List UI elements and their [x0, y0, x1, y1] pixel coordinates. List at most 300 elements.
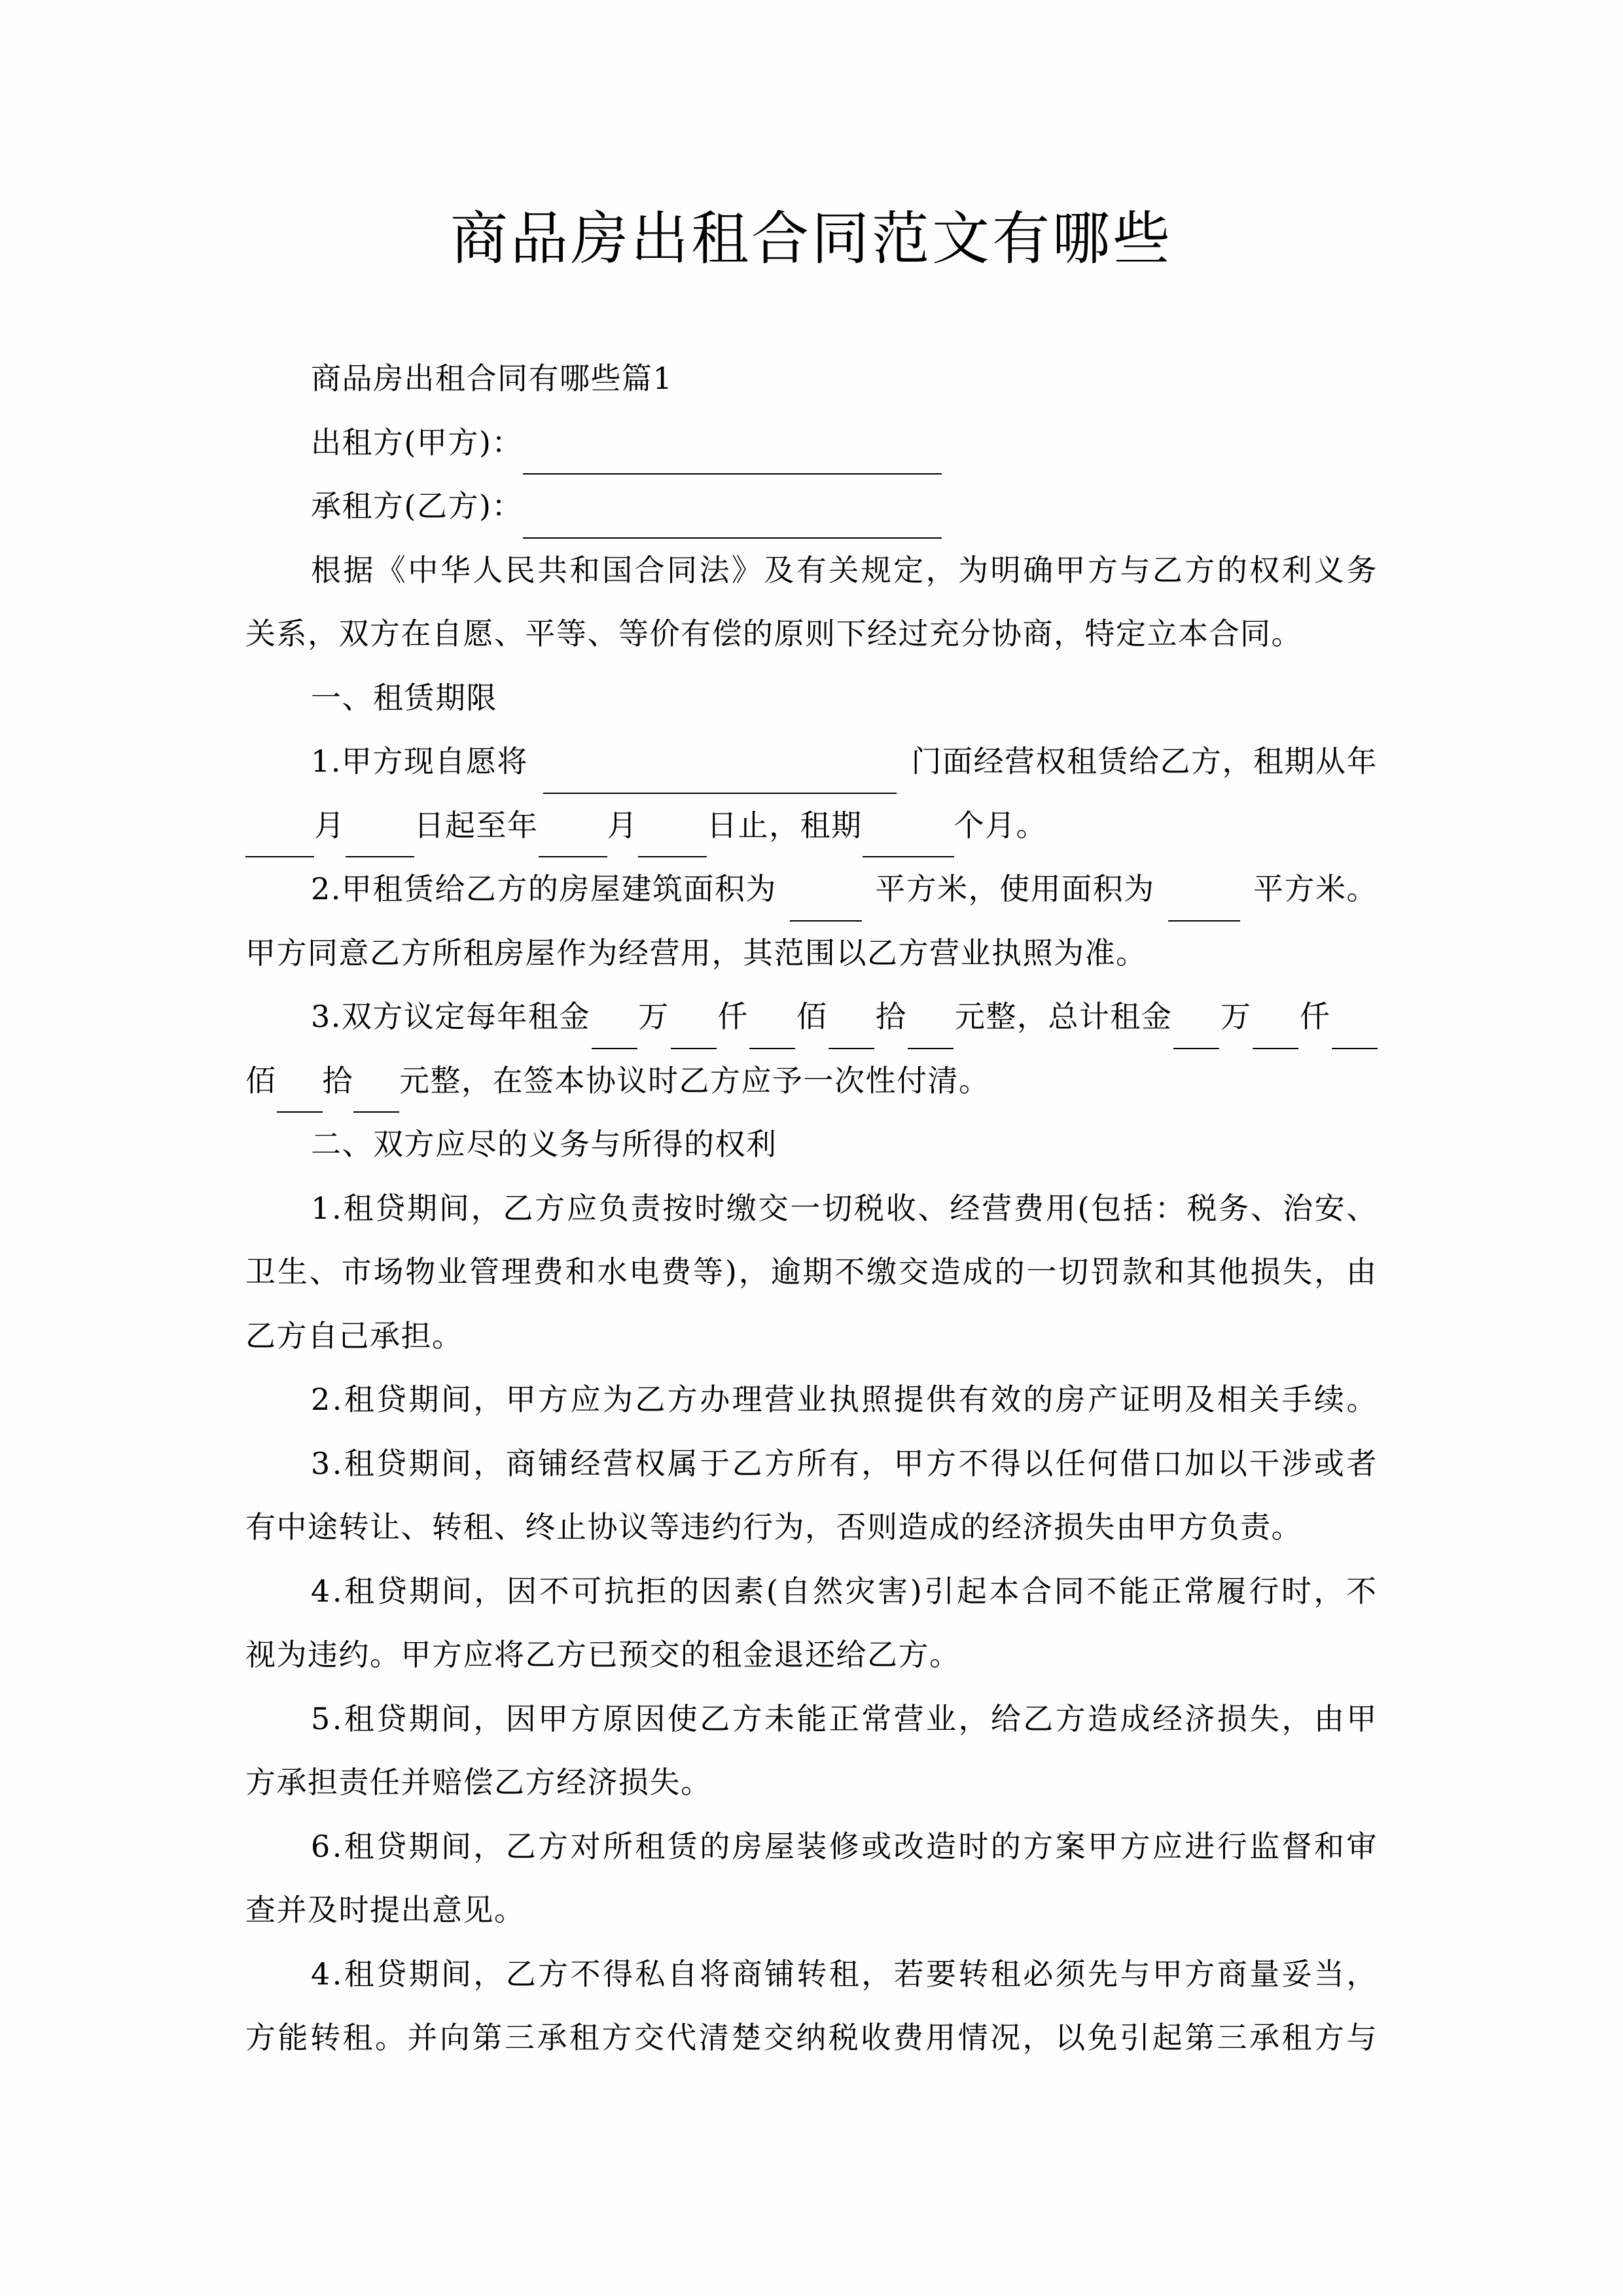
- text-char: 期: [802, 1254, 834, 1289]
- text-char: 业: [926, 1700, 957, 1736]
- text-char: 合: [634, 552, 666, 588]
- text-char: 租: [344, 1828, 376, 1864]
- text-char: 能: [1118, 1573, 1150, 1609]
- text-char: 方: [1087, 552, 1119, 588]
- text-char: 用: [1045, 1190, 1077, 1226]
- text-char: 不: [539, 1573, 571, 1609]
- text-char: 有: [829, 1445, 861, 1481]
- text-char: 利: [1281, 552, 1313, 588]
- text-line-content: [245, 1496, 1378, 1560]
- text-char: 其: [1186, 1254, 1218, 1289]
- text-char: 甲: [505, 1382, 537, 1417]
- text-char: 监: [1249, 1828, 1281, 1864]
- text-char: 然: [812, 1573, 844, 1609]
- text-segment: 月: [314, 807, 346, 843]
- text-line: [245, 602, 1378, 666]
- text-char: 营: [982, 1190, 1013, 1226]
- text-char: 租: [344, 1573, 376, 1609]
- text-char: 间: [440, 1382, 473, 1417]
- text-char: 费: [893, 2020, 925, 2055]
- fill-in-blank: [353, 1085, 399, 1113]
- text-char: 和: [565, 1254, 597, 1289]
- text-char: 贷: [376, 1828, 408, 1864]
- text-char: 证: [1120, 1382, 1151, 1417]
- text-char: 5: [311, 1700, 331, 1736]
- text-line: [245, 857, 1378, 922]
- text-char: 任: [1055, 1445, 1087, 1481]
- fill-in-blank: [539, 830, 607, 857]
- text-char: .: [332, 1382, 343, 1417]
- text-char: 不: [1346, 1573, 1378, 1609]
- text-char: 治: [1282, 1190, 1314, 1226]
- text-segment: 元整，在签本协议时乙方应予一次性付清。: [399, 1062, 990, 1098]
- text-char: 以: [1055, 2020, 1086, 2055]
- text-char: 租: [990, 1956, 1022, 1992]
- text-line: [245, 539, 1378, 603]
- text-char: 因: [507, 1573, 538, 1609]
- text-char: 关: [1249, 1382, 1281, 1417]
- text-char: 不: [1086, 1573, 1118, 1609]
- text-segment: 乙方自己承担。: [245, 1318, 463, 1354]
- text-char: 三: [504, 2020, 536, 2055]
- text-char: 案: [1055, 1828, 1087, 1864]
- text-char: 时: [694, 1190, 726, 1226]
- text-char: 市: [341, 1254, 373, 1289]
- text-char: 根: [311, 552, 342, 588]
- text-char: 承: [1249, 2020, 1281, 2055]
- text-segment: 2.甲租赁给乙方的房屋建筑面积为: [311, 871, 777, 906]
- fill-in-blank: [1332, 1022, 1378, 1049]
- text-char: 供: [926, 1382, 957, 1417]
- text-char: 应: [566, 1190, 598, 1226]
- text-segment: 日起至年: [414, 807, 539, 843]
- text-char: 费: [1013, 1190, 1045, 1226]
- fill-in-blank: [523, 447, 942, 475]
- text-char: 经: [950, 1190, 981, 1226]
- text-char: 并: [407, 2020, 438, 2055]
- text-char: 期: [408, 1382, 440, 1417]
- text-char: 电: [629, 1254, 660, 1289]
- text-char: 不: [958, 1445, 990, 1481]
- text-char: 收: [861, 2020, 892, 2055]
- text-segment: 承租方(乙方)：: [311, 488, 523, 524]
- text-char: 的: [990, 1828, 1022, 1864]
- fill-in-blank: [346, 830, 414, 857]
- text-char: ，: [1281, 1700, 1313, 1736]
- text-line: [245, 1751, 1378, 1815]
- text-char: 费: [661, 1254, 692, 1289]
- text-char: 妥: [1281, 1956, 1313, 1992]
- text-line: [245, 2006, 1378, 2070]
- text-char: 贷: [376, 1573, 408, 1609]
- text-char: 商: [505, 1445, 537, 1481]
- text-char: 正: [829, 1700, 861, 1736]
- text-char: ，: [1022, 2020, 1054, 2055]
- text-char: 租: [344, 1382, 376, 1417]
- text-char: 及: [764, 552, 795, 588]
- text-char: 方: [1313, 2020, 1346, 2055]
- text-line-content: [311, 347, 1378, 411]
- document-body: [245, 347, 1378, 2070]
- text-char: 当: [1313, 1956, 1346, 1992]
- text-char: 期: [408, 1700, 440, 1736]
- text-char: 时: [958, 1828, 990, 1864]
- text-char: 中: [408, 552, 439, 588]
- text-char: 租: [829, 1956, 861, 1992]
- text-char: 害: [878, 1573, 909, 1609]
- text-line: [245, 1240, 1378, 1304]
- text-char: 续: [1313, 1382, 1346, 1417]
- text-line-content: [311, 666, 1378, 730]
- text-char: 方: [764, 1445, 796, 1481]
- text-char: 量: [1249, 1956, 1281, 1992]
- text-char: ): [724, 1254, 738, 1289]
- text-char: 的: [1217, 552, 1249, 588]
- text-char: 租: [635, 1828, 666, 1864]
- text-segment: 出租方(甲方)：: [311, 424, 523, 460]
- text-char: 纳: [796, 2020, 827, 2055]
- text-char: 口: [1152, 1445, 1184, 1481]
- text-char: 将: [700, 1956, 731, 1992]
- text-char: ，: [738, 1254, 770, 1289]
- text-char: 方: [1023, 1828, 1054, 1864]
- text-char: 租: [342, 2020, 374, 2055]
- text-char: 造: [926, 1828, 957, 1864]
- text-char: 正: [1151, 1573, 1183, 1609]
- text-char: 甲: [1346, 1700, 1378, 1736]
- text-char: 失: [1282, 1254, 1313, 1289]
- text-char: 效: [990, 1382, 1022, 1417]
- text-char: 转: [310, 2020, 342, 2055]
- text-segment: 万: [638, 999, 669, 1034]
- text-char: 起: [956, 1573, 988, 1609]
- text-line-content: [311, 985, 1378, 1049]
- text-char: 使: [667, 1700, 699, 1736]
- text-char: 物: [405, 1254, 437, 1289]
- text-char: 人: [473, 552, 504, 588]
- text-char: 乙: [700, 1700, 731, 1736]
- text-line: [245, 1304, 1378, 1369]
- text-char: 须: [1055, 1956, 1087, 1992]
- text-char: 造: [930, 1254, 962, 1289]
- text-char: 行: [1217, 1828, 1249, 1864]
- text-segment: 拾: [322, 1062, 353, 1098]
- text-line: [245, 1943, 1378, 2007]
- fill-in-blank: [671, 1022, 717, 1049]
- text-char: 及: [1185, 1382, 1216, 1417]
- text-char: 税: [1186, 1190, 1219, 1226]
- fill-in-blank: [638, 830, 707, 857]
- text-char: .: [332, 1700, 343, 1736]
- fill-in-blank: [1173, 1022, 1219, 1049]
- text-line: [245, 1560, 1378, 1624]
- text-segment: 关系，双方在自愿、平等、等价有偿的原则下经过充分协商，特定立本合同。: [245, 616, 1302, 651]
- text-char: 负: [598, 1190, 630, 1226]
- text-char: 同: [666, 552, 698, 588]
- text-char: 与: [1120, 552, 1151, 588]
- text-char: 承: [537, 2020, 568, 2055]
- text-char: 产: [1088, 1382, 1119, 1417]
- text-char: 包: [1091, 1190, 1122, 1226]
- text-line-content: [311, 1560, 1378, 1624]
- text-char: 、: [309, 1254, 341, 1289]
- text-char: 要: [926, 1956, 957, 1992]
- text-segment: 甲方同意乙方所租房屋作为经营用，其范围以乙方营业执照为准。: [245, 935, 1147, 971]
- text-segment: 视为违约。甲方应将乙方已预交的租金退还给乙方。: [245, 1637, 961, 1672]
- text-char: 必: [1023, 1956, 1054, 1992]
- text-char: 国: [602, 552, 633, 588]
- text-char: 常: [861, 1700, 893, 1736]
- text-char: 一: [790, 1190, 821, 1226]
- text-char: 以: [1023, 1445, 1054, 1481]
- text-char: .: [332, 1190, 343, 1226]
- text-char: 4: [311, 1956, 331, 1992]
- text-line-content: [245, 1878, 1378, 1943]
- text-char: 收: [885, 1190, 918, 1226]
- text-segment: 方承担责任并赔偿乙方经济损失。: [245, 1765, 712, 1800]
- text-char: ，: [471, 1190, 503, 1226]
- text-line: [245, 1177, 1378, 1241]
- text-char: 先: [1088, 1956, 1119, 1992]
- text-line-content: [245, 1751, 1378, 1815]
- text-char: 华: [440, 552, 472, 588]
- text-line-content: [311, 539, 1378, 603]
- text-char: 私: [635, 1956, 666, 1992]
- text-char: 1: [311, 1190, 331, 1226]
- text-char: 与: [1346, 2020, 1378, 2055]
- text-char: 借: [1120, 1445, 1151, 1481]
- fill-in-blank: [829, 1022, 874, 1049]
- fill-in-blank: [592, 1022, 637, 1049]
- text-char: 业: [437, 1254, 469, 1289]
- text-char: ：: [1154, 1190, 1186, 1226]
- text-char: 转: [958, 1956, 990, 1992]
- text-char: 等: [693, 1254, 724, 1289]
- text-char: 因: [635, 1700, 666, 1736]
- text-char: 切: [1058, 1254, 1090, 1289]
- text-char: 未: [764, 1700, 796, 1736]
- text-char: 免: [1087, 2020, 1119, 2055]
- text-char: 乙: [635, 1382, 666, 1417]
- text-char: 于: [700, 1445, 731, 1481]
- text-char: 间: [440, 1700, 473, 1736]
- text-char: 水: [597, 1254, 628, 1289]
- text-char: 能: [796, 1700, 828, 1736]
- text-char: ，: [473, 1445, 505, 1481]
- text-char: 场: [373, 1254, 404, 1289]
- text-char: 2: [311, 1382, 331, 1417]
- text-char: 方: [601, 2020, 633, 2055]
- text-line-content: [311, 1432, 1378, 1496]
- text-char: 生: [277, 1254, 309, 1289]
- text-segment: 平方米，使用面积为: [875, 871, 1155, 906]
- text-char: 提: [893, 1382, 925, 1417]
- text-char: 本: [989, 1573, 1020, 1609]
- text-char: 。: [1346, 1382, 1378, 1417]
- text-segment: 商品房出租合同有哪些篇1: [311, 361, 673, 396]
- text-char: 进: [1185, 1828, 1216, 1864]
- text-char: 括: [1122, 1190, 1154, 1226]
- text-line: [245, 794, 1378, 858]
- fill-in-blank: [543, 766, 897, 794]
- text-char: 、: [918, 1190, 950, 1226]
- text-char: 罚: [1090, 1254, 1122, 1289]
- text-char: 和: [569, 552, 601, 588]
- text-char: 得: [602, 1956, 634, 1992]
- text-segment: 有中途转让、转租、终止协议等违约行为，否则造成的经济损失由甲方负责。: [245, 1509, 1302, 1545]
- text-char: 涉: [1281, 1445, 1313, 1481]
- text-char: 铺: [538, 1445, 569, 1481]
- text-char: 方: [926, 1445, 957, 1481]
- text-char: 向: [439, 2020, 471, 2055]
- text-char: 民: [505, 552, 537, 588]
- text-char: 第: [472, 2020, 503, 2055]
- text-char: 租: [344, 1445, 376, 1481]
- text-char: ，: [473, 1700, 505, 1736]
- text-char: 拒: [636, 1573, 668, 1609]
- text-line-content: [245, 1240, 1378, 1304]
- text-line-content: [311, 475, 1378, 539]
- text-char: 方: [1185, 552, 1216, 588]
- text-char: 间: [441, 1573, 473, 1609]
- text-char: 税: [828, 2020, 860, 2055]
- text-char: 方: [1185, 1956, 1216, 1992]
- text-segment: 仟: [717, 999, 749, 1034]
- text-char: 共: [537, 552, 569, 588]
- text-char: 若: [893, 1956, 925, 1992]
- text-char: 第: [1185, 2020, 1216, 2055]
- text-line: [245, 411, 1378, 475]
- text-char: 交: [899, 1254, 930, 1289]
- text-char: ，: [861, 1445, 893, 1481]
- text-char: ，: [474, 1573, 505, 1609]
- text-char: 应: [570, 1382, 602, 1417]
- text-segment: 查并及时提出意见。: [245, 1892, 526, 1928]
- text-char: 转: [796, 1956, 828, 1992]
- text-char: 三: [1217, 2020, 1249, 2055]
- text-char: 照: [861, 1382, 893, 1417]
- text-char: 由: [1346, 1254, 1378, 1289]
- text-char: 明: [990, 552, 1022, 588]
- text-char: ，: [1314, 1254, 1346, 1289]
- text-line-content: [311, 1177, 1378, 1241]
- text-char: 交: [758, 1190, 790, 1226]
- text-char: 。: [374, 2020, 406, 2055]
- text-char: 起: [1152, 2020, 1184, 2055]
- text-char: 和: [1154, 1254, 1186, 1289]
- text-segment: 3.双方议定每年租金: [311, 999, 590, 1034]
- text-char: 属: [667, 1445, 699, 1481]
- text-segment: 平方米。: [1253, 871, 1378, 906]
- text-char: 、: [1251, 1190, 1282, 1226]
- text-char: 乙: [1152, 552, 1184, 588]
- text-char: 督: [1281, 1828, 1313, 1864]
- text-char: 乙: [1023, 1700, 1054, 1736]
- text-char: 期: [408, 1828, 440, 1864]
- text-char: 合: [1022, 1573, 1053, 1609]
- text-char: 确: [1022, 552, 1054, 588]
- fill-in-blank: [245, 830, 314, 857]
- text-char: 一: [1026, 1254, 1058, 1289]
- text-char: 清: [698, 2020, 730, 2055]
- text-char: 权: [1249, 552, 1281, 588]
- text-char: 营: [893, 1700, 925, 1736]
- fill-in-blank: [863, 830, 954, 857]
- text-char: 卫: [245, 1254, 277, 1289]
- text-char: 不: [570, 1956, 602, 1992]
- text-char: 常: [1184, 1573, 1215, 1609]
- text-char: 以: [1217, 1445, 1249, 1481]
- text-char: 乙: [732, 1445, 764, 1481]
- text-char: ，: [1346, 1956, 1378, 1992]
- text-line-content: [245, 1623, 1378, 1687]
- text-char: 与: [1120, 1956, 1151, 1992]
- text-char: 同: [1054, 1573, 1086, 1609]
- fill-in-blank: [523, 511, 942, 539]
- text-line: [245, 1368, 1378, 1432]
- text-char: 期: [409, 1573, 440, 1609]
- text-char: 相: [1217, 1382, 1249, 1417]
- text-line: [245, 985, 1378, 1049]
- text-char: 自: [780, 1573, 812, 1609]
- text-char: 3: [311, 1445, 331, 1481]
- text-char: 况: [990, 2020, 1022, 2055]
- text-char: 明: [1152, 1382, 1184, 1417]
- text-char: 间: [440, 1828, 473, 1864]
- text-char: 方: [1120, 1828, 1151, 1864]
- fill-in-blank: [749, 1022, 795, 1049]
- text-char: 租: [343, 1190, 374, 1226]
- text-char: 所: [796, 1445, 828, 1481]
- text-char: 贷: [376, 1382, 408, 1417]
- text-segment: 月: [607, 807, 638, 843]
- text-char: ，: [861, 1956, 893, 1992]
- text-char: 有: [796, 552, 828, 588]
- text-char: 因: [505, 1700, 537, 1736]
- text-char: 期: [408, 1445, 440, 1481]
- text-char: 乙: [505, 1956, 537, 1992]
- text-char: 修: [829, 1828, 861, 1864]
- text-line: [245, 1432, 1378, 1496]
- text-segment: 佰: [245, 1062, 277, 1098]
- text-char: 方: [538, 1382, 569, 1417]
- text-char: 方: [570, 1700, 602, 1736]
- fill-in-blank: [790, 894, 862, 922]
- text-char: 引: [924, 1573, 955, 1609]
- text-char: 手: [1281, 1382, 1313, 1417]
- text-char: 自: [667, 1956, 699, 1992]
- text-char: 缴: [726, 1190, 758, 1226]
- text-char: .: [332, 1445, 343, 1481]
- text-char: 因: [701, 1573, 733, 1609]
- text-char: 应: [1152, 1828, 1184, 1864]
- text-char: ，: [473, 1828, 505, 1864]
- text-char: 理: [501, 1254, 533, 1289]
- text-char: 贷: [376, 1956, 408, 1992]
- text-line: [245, 475, 1378, 539]
- text-char: 何: [1088, 1445, 1119, 1481]
- text-char: 成: [1120, 1700, 1151, 1736]
- text-char: 损: [1250, 1254, 1281, 1289]
- text-char: 方: [538, 1956, 569, 1992]
- text-char: 间: [438, 1190, 471, 1226]
- text-char: 引: [1120, 2020, 1151, 2055]
- text-char: 期: [407, 1190, 438, 1226]
- text-char: 甲: [1055, 552, 1086, 588]
- text-segment: 万: [1220, 999, 1252, 1034]
- text-char: 加: [1185, 1445, 1216, 1481]
- text-char: 业: [796, 1382, 828, 1417]
